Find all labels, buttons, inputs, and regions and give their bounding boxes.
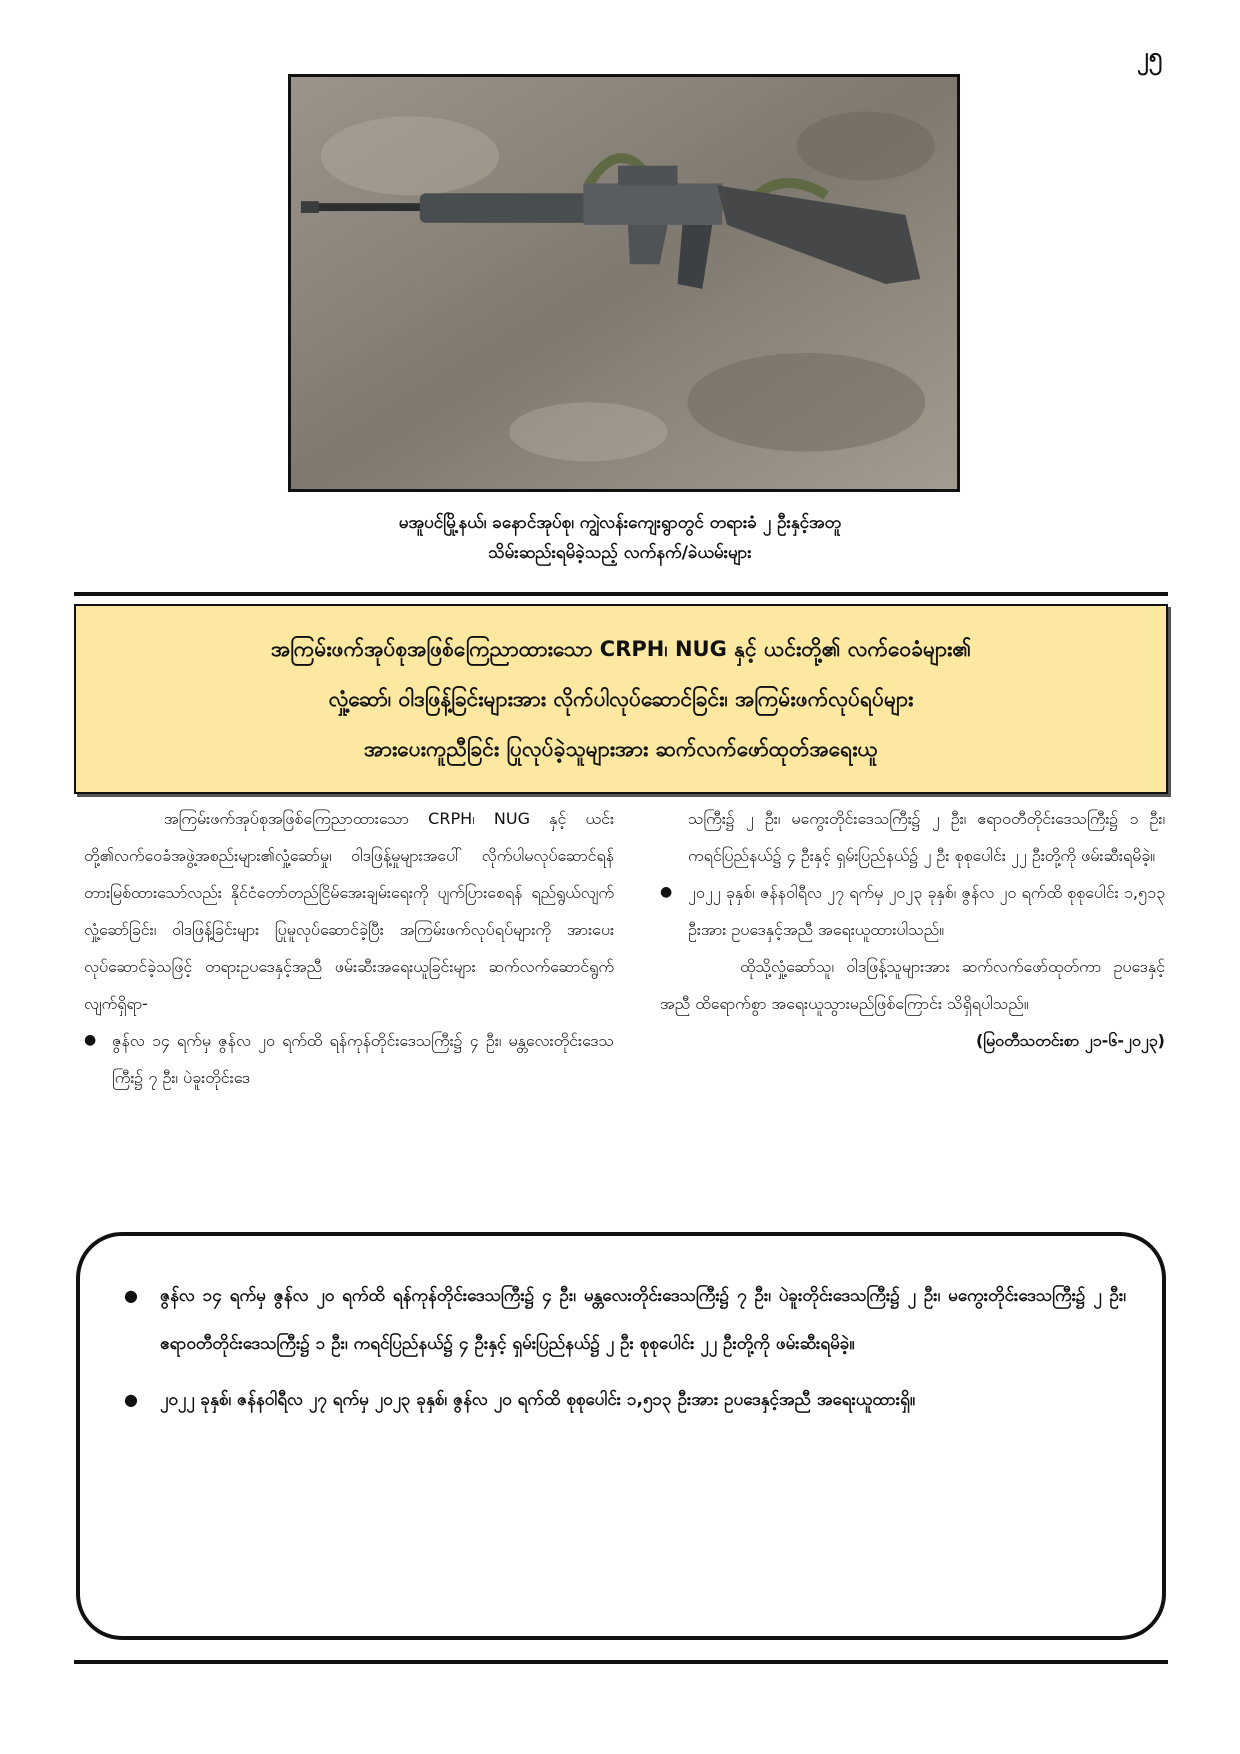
- rifle-icon: [291, 77, 957, 489]
- caption-line-2: သိမ်းဆည်းရမိခဲ့သည့် လက်နက်/ခဲယမ်းများ: [488, 543, 752, 563]
- headline-line-2: လှုံ့ဆော်၊ ဝါဒဖြန့်ခြင်းများအား လိုက်ပါလုပ်ဆောင်ခြင်း၊ အကြမ်းဖက်လုပ်ရပ်များ: [328, 687, 914, 711]
- article-bullet-2: ● ၂၀၂၂ ခုနှစ်၊ ဇန်နဝါရီလ ၂၇ ရက်မှ ၂၀၂၃ ခုနှစ်၊ ဇွန်လ ၂၀ ရက်ထိ စုစုပေါင်း ၁,၅၁၃ ဦးအား ဥပဒေနှင့်အညီ အရေးယူထားပါသည်။: [660, 874, 1165, 948]
- headline-box: [74, 604, 1168, 794]
- summary-item-2: ● ၂၀၂၂ ခုနှစ်၊ ဇန်နဝါရီလ ၂၇ ရက်မှ ၂၀၂၃ ခုနှစ်၊ ဇွန်လ ၂၀ ရက်ထိ စုစုပေါင်း ၁,၅၁၃ ဦးအား ဥပဒေနှင့်အညီ အရေးယူထားရှိ။: [124, 1376, 1126, 1424]
- article-bullet-1-continued: သကြီး၌ ၂ ဦး၊ မကွေးတိုင်းဒေသကြီး၌ ၂ ဦး၊ ဧရာဝတီတိုင်းဒေသကြီး၌ ၁ ဦး၊ ကရင်ပြည်နယ်၌ ၄ ဦးနှင့် ရှမ်းပြည်နယ်၌ ၂ ဦး စုစုပေါင်း ၂၂ ဦးတို့ကို ဖမ်းဆီးရမိခဲ့။: [688, 809, 1165, 865]
- summary-item-1: ● ဇွန်လ ၁၄ ရက်မှ ဇွန်လ ၂၀ ရက်ထိ ရန်ကုန်တိုင်းဒေသကြီး၌ ၄ ဦး၊ မန္တလေးတိုင်းဒေသကြီး၌ ၇ ဦး၊ ပဲခူးတိုင်းဒေသကြီး၌ ၂ ဦး၊ မကွေးတိုင်းဒေသကြီး၌ ၂ ဦး၊ ဧရာဝတီတိုင်းဒေသကြီး၌ ၁ ဦး၊ ကရင်ပြည်နယ်၌ ၄ ဦးနှင့် ရှမ်းပြည်နယ်၌ ၂ ဦး စုစုပေါင်း ၂၂ ဦးတို့ကို ဖမ်းဆီးရမိခဲ့။: [124, 1272, 1126, 1368]
- headline-line-3: အားပေးကူညီခြင်း ပြုလုပ်ခဲ့သူများအား ဆက်လက်ဖော်ထုတ်အရေးယူ: [364, 737, 878, 761]
- article-bullet-1: ● ဇွန်လ ၁၄ ရက်မှ ဇွန်လ ၂၀ ရက်ထိ ရန်ကုန်တိုင်းဒေသကြီး၌ ၄ ဦး၊ မန္တလေးတိုင်းဒေသကြီး၌ ၇ ဦး၊ ပဲခူးတိုင်းဒေ: [84, 1022, 614, 1096]
- rifle-photo: [288, 74, 960, 492]
- article-right-column: [660, 800, 1165, 1059]
- article-intro: အကြမ်းဖက်အုပ်စုအဖြစ်ကြေညာထားသော CRPH၊ NUG နှင့် ယင်းတို့၏လက်ဝေခံအဖွဲ့အစည်းများ၏လှုံ့ဆော်မှု၊ ဝါဒဖြန့်မှုများအပေါ် လိုက်ပါမလုပ်ဆောင်ရန် တားမြစ်ထားသော်လည်း နိုင်ငံတော်တည်ငြိမ်အေးချမ်းရေးကို ပျက်ပြားစေရန် ရည်ရွယ်လျက် လှုံ့ဆော်ခြင်း၊ ဝါဒဖြန့်ခြင်းများ ပြုမူလုပ်ဆောင်ခဲ့ပြီး အကြမ်းဖက်လုပ်ရပ်များကို အားပေးလုပ်ဆောင်ခဲ့သဖြင့် တရားဥပဒေနှင့်အညီ ဖမ်းဆီးအရေးယူခြင်းများ ဆက်လက်ဆောင်ရွက်လျက်ရှိရာ-: [84, 809, 614, 1013]
- article-source: (မြဝတီသတင်းစာ ၂၁-၆-၂၀၂၃): [975, 1031, 1165, 1050]
- headline-line-1: အကြမ်းဖက်အုပ်စုအဖြစ်ကြေညာထားသော CRPH၊ NUG နှင့် ယင်းတို့၏ လက်ဝေခံများ၏: [270, 637, 972, 661]
- photo-caption: [200, 508, 1040, 568]
- page-number: ၂၅: [1136, 42, 1162, 70]
- article-left-column: [84, 800, 614, 1096]
- summary-box: [76, 1232, 1166, 1640]
- divider-top: [74, 592, 1168, 596]
- divider-bottom: [74, 1660, 1168, 1664]
- caption-line-1: မအူပင်မြို့နယ်၊ ခနောင်အုပ်စု၊ ကျွဲလန်းကျေးရွာတွင် တရားခံ ၂ ဦးနှင့်အတူ: [398, 513, 842, 533]
- article-closing: ထိုသို့လှုံ့ဆော်သူ၊ ဝါဒဖြန့်သူများအား ဆက်လက်ဖော်ထုတ်ကာ ဥပဒေနှင့်အညီ ထိရောက်စွာ အရေးယူသွားမည်ဖြစ်ကြောင်း သိရှိရပါသည်။: [660, 957, 1165, 1013]
